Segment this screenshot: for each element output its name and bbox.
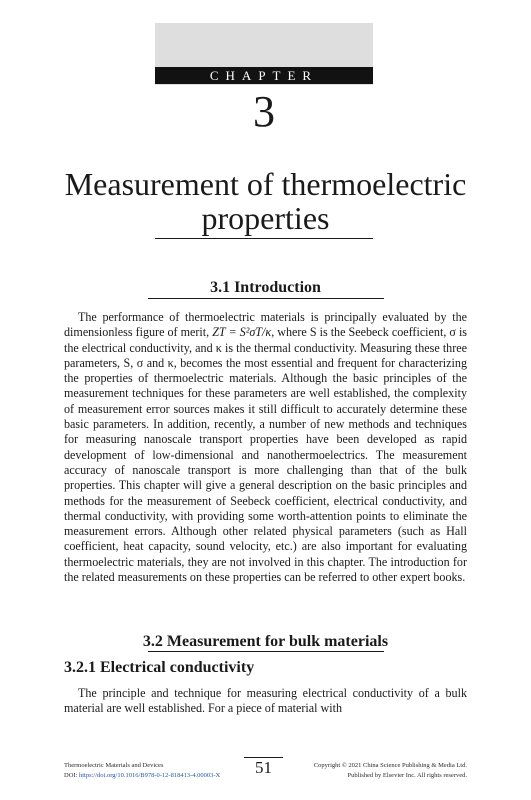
introduction-paragraph [64,310,467,585]
footer-right [314,761,467,781]
doi-link[interactable]: https://doi.org/10.1016/B978-0-12-818413-4.00003-X [78,772,221,779]
section-rule-introduction [148,298,384,299]
chapter-label: CHAPTER [155,67,373,84]
intro-text-rest: , where S is the Seebeck coefficient, σ is the electrical conductivity, and κ is the thermal conductivity. Measuring these three parameters, S, σ and κ, becomes the most essential and frequent for characterizing the properties of thermoelectric materials. Although the basic principles of the measurement techniques for these parameters are well established, the complexity of measurement error sources makes it still difficult to accurately determine these basic parameters. In addition, recently, a number of new methods and techniques for measuring nanoscale transport properties have been developed as rapid development of low-dimensional and nanothermoelectrics. The measurement accuracy of nanoscale transport is more challenging than that of the bulk properties. This chapter will give a general description on the basic principles and methods for the measurement of Seebeck coefficient, electrical conductivity, and thermal conductivity, with providing some worth-attention points to eliminate the measurement errors. Although other related physical parameters (such as Hall coefficient, heat capacity, sound velocity, etc.) are also important for evaluating thermoelectric materials, they are not involved in this chapter. The introduction for the related measurements on these properties can be referred to other expert books. [64,325,468,585]
subsection-heading-electrical-conductivity: 3.2.1 Electrical conductivity [64,659,255,676]
chapter-title-line-1: Measurement of thermoelectric [64,166,467,202]
footer-left [64,761,220,781]
doi-line [64,771,220,781]
page-number: 51 [255,758,272,777]
doi-label: DOI: [64,772,79,779]
electrical-conductivity-text: The principle and technique for measuring electrical conductivity of a bulk material are well established. For a piece of material with [64,686,467,716]
chapter-title-line-2: properties [201,200,330,236]
publisher-notice: Published by Elsevier Inc. All rights reserved. [347,772,467,779]
chapter-title [40,167,491,235]
section-rule-bulk [148,651,384,652]
title-rule [155,238,373,239]
figure-of-merit-formula: ZT = S²σT/κ [212,325,272,340]
electrical-conductivity-paragraph [64,686,467,717]
section-heading-introduction: 3.1 Introduction [210,279,321,296]
book-title: Thermoelectric Materials and Devices [64,762,164,769]
copyright-notice: Copyright © 2021 China Science Publishing & Media Ltd. [313,762,467,769]
intro-text-start: The performance of thermoelectric materials is principally evaluated by the dimensionless figure of merit, [64,310,467,340]
section-heading-bulk: 3.2 Measurement for bulk materials [142,633,389,650]
chapter-number: 3 [253,87,275,136]
